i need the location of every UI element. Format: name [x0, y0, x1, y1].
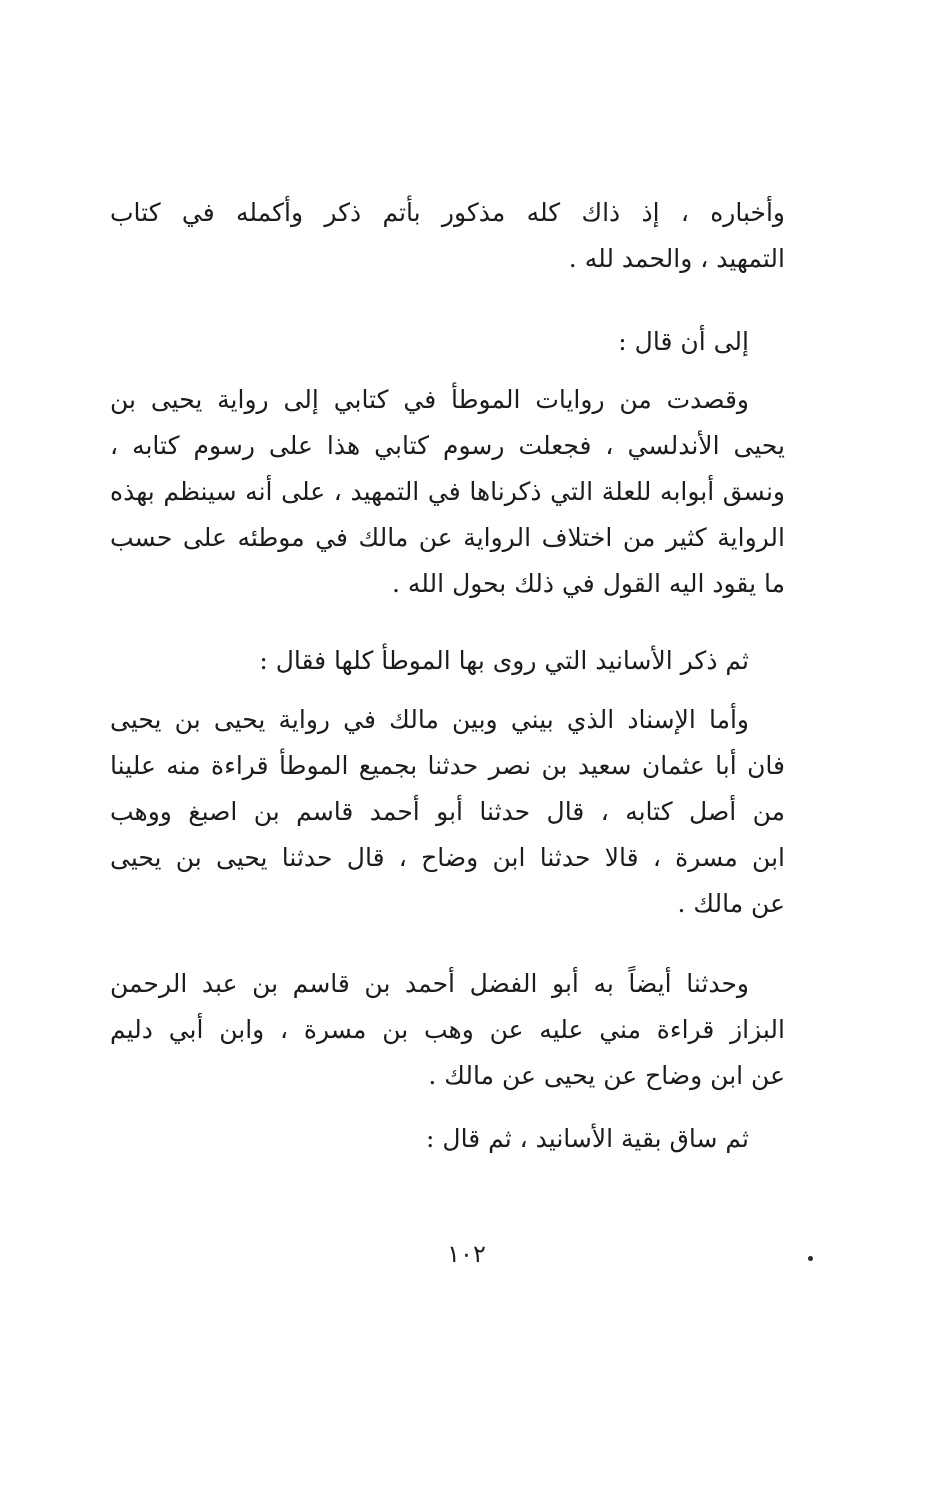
text-line: عن ابن وضاح عن يحيى عن مالك .: [428, 1061, 785, 1090]
text-line: ثم ساق بقية الأسانيد ، ثم قال :: [426, 1124, 749, 1153]
paragraph-asanid-intro: [110, 638, 785, 684]
scan-dot-mark: [808, 1256, 813, 1261]
page-number: ١٠٢: [447, 1240, 486, 1268]
paragraph-isnad: [110, 697, 785, 927]
text-line: الرواية كثير من اختلاف الرواية عن مالك في موطئه على حسب: [110, 523, 785, 552]
text-line: فان أبا عثمان سعيد بن نصر حدثنا بجميع الموطأ قراءة منه علينا: [110, 751, 785, 780]
text-line: ما يقود اليه القول في ذلك بحول الله .: [391, 569, 785, 598]
paragraph-riwayat: [110, 377, 785, 607]
text-line: ابن مسرة ، قالا حدثنا ابن وضاح ، قال حدثنا يحيى بن يحيى: [110, 843, 785, 872]
text-line: يحيى الأندلسي ، فجعلت رسوم كتابي هذا على رسوم كتابه ،: [110, 431, 785, 460]
text-line: التمهيد ، والحمد لله .: [568, 244, 785, 273]
paragraph-second-isnad: [110, 961, 785, 1099]
text-line: وحدثنا أيضاً به أبو الفضل أحمد بن قاسم بن عبد الرحمن: [110, 969, 749, 998]
paragraph-continuation: [110, 190, 785, 282]
text-line: وأما الإسناد الذي بيني وبين مالك في رواية يحيى بن يحيى: [110, 705, 749, 734]
text-line: من أصل كتابه ، قال حدثنا أبو أحمد قاسم بن اصبغ ووهب: [110, 797, 785, 826]
text-line: وأخباره ، إذ ذاك كله مذكور بأتم ذكر وأكمله في كتاب: [110, 198, 785, 227]
paragraph-closing: [110, 1116, 785, 1162]
text-line: ونسق أبوابه للعلة التي ذكرناها في التمهيد ، على أنه سينظم بهذه: [110, 477, 785, 506]
text-line: إلى أن قال :: [618, 327, 749, 356]
text-line: البزاز قراءة مني عليه عن وهب بن مسرة ، وابن أبي دليم: [110, 1015, 785, 1044]
text-line: عن مالك .: [677, 889, 785, 918]
paragraph-quote-intro: [110, 319, 785, 365]
text-line: ثم ذكر الأسانيد التي روى بها الموطأ كلها فقال :: [259, 646, 749, 675]
text-line: وقصدت من روايات الموطأ في كتابي إلى رواية يحيى بن: [110, 385, 749, 414]
